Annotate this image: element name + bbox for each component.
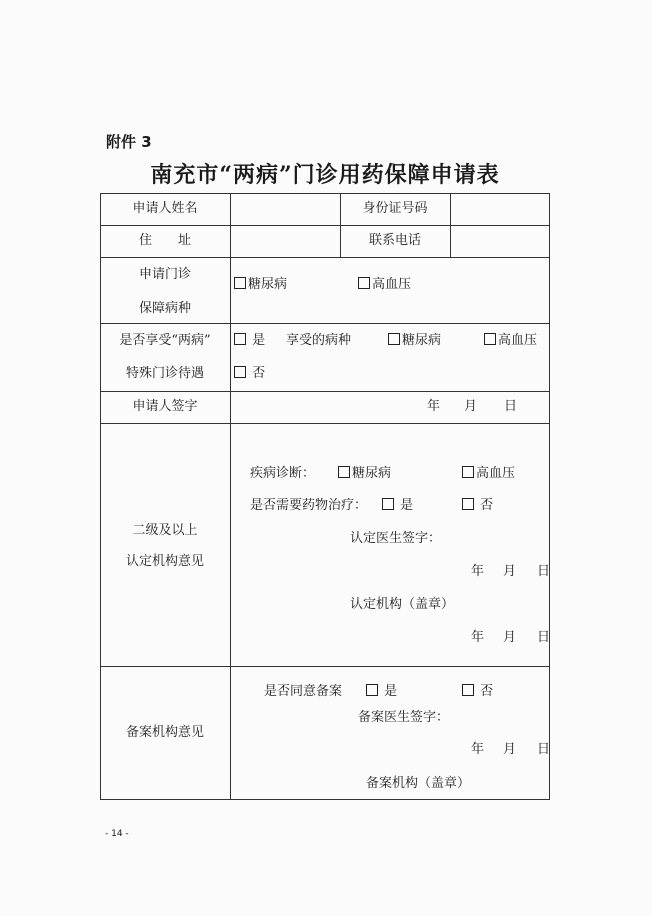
option-label: 是 bbox=[252, 333, 266, 348]
apply-disease-label: 保障病种 bbox=[138, 301, 191, 316]
address-label: 住 址 bbox=[138, 233, 191, 248]
option-label: 糖尿病 bbox=[248, 277, 288, 292]
signature-label: 申请人签字 bbox=[132, 399, 198, 414]
agree-yes-option bbox=[366, 684, 397, 700]
option-label: 否 bbox=[480, 684, 494, 699]
diagnosis-hypertension-option bbox=[462, 466, 515, 482]
diagnosis-diabetes-option bbox=[338, 466, 391, 482]
date-year: 年 bbox=[471, 630, 485, 645]
need-drug-label: 是否需要药物治疗： bbox=[250, 498, 368, 513]
application-form-table bbox=[100, 193, 550, 800]
checkbox-icon[interactable] bbox=[462, 684, 474, 696]
date-day: 日 bbox=[504, 399, 518, 414]
special-treatment-label: 是否享受“两病” bbox=[119, 333, 211, 348]
special-yes-option bbox=[234, 333, 265, 349]
org-stamp-label: 认定机构（盖章） bbox=[350, 597, 455, 612]
phone-label: 联系电话 bbox=[368, 233, 421, 248]
special-no-option bbox=[234, 366, 265, 382]
option-label: 糖尿病 bbox=[352, 466, 392, 481]
option-label: 是 bbox=[400, 498, 414, 513]
apply-disease-label: 申请门诊 bbox=[138, 267, 191, 282]
option-label: 高血压 bbox=[372, 277, 412, 292]
checkbox-icon[interactable] bbox=[234, 366, 246, 378]
special-treatment-label: 特殊门诊待遇 bbox=[125, 366, 204, 381]
date-month: 月 bbox=[464, 399, 478, 414]
page-number: - 14 - bbox=[105, 829, 129, 839]
table-border-top bbox=[100, 193, 550, 194]
option-label: 否 bbox=[480, 498, 494, 513]
table-border-bottom bbox=[100, 799, 550, 800]
apply-hypertension-option bbox=[358, 277, 411, 293]
row-divider bbox=[100, 391, 550, 392]
checkbox-icon[interactable] bbox=[234, 277, 246, 289]
date-year: 年 bbox=[471, 564, 485, 579]
need-drug-no-option bbox=[462, 498, 493, 514]
filing-doctor-sign-label: 备案医生签字： bbox=[358, 710, 450, 725]
column-divider bbox=[450, 193, 451, 257]
diagnosis-label: 疾病诊断： bbox=[250, 466, 316, 481]
need-drug-yes-option bbox=[382, 498, 413, 514]
date-month: 月 bbox=[503, 742, 517, 757]
checkbox-icon[interactable] bbox=[462, 466, 474, 478]
table-border-right bbox=[549, 193, 550, 800]
checkbox-icon[interactable] bbox=[358, 277, 370, 289]
doctor-sign-label: 认定医生签字： bbox=[350, 531, 442, 546]
checkbox-icon[interactable] bbox=[484, 333, 496, 345]
row-divider bbox=[100, 423, 550, 424]
option-label: 高血压 bbox=[498, 333, 538, 348]
institution-opinion-label: 认定机构意见 bbox=[125, 554, 204, 569]
table-border-left bbox=[100, 193, 101, 800]
enjoyed-disease-label: 享受的病种 bbox=[286, 333, 352, 348]
filing-org-stamp-label: 备案机构（盖章） bbox=[366, 776, 471, 791]
row-divider bbox=[100, 225, 550, 226]
row-divider bbox=[100, 666, 550, 667]
page-title: 南充市“两病”门诊用药保障申请表 bbox=[150, 162, 500, 188]
column-divider bbox=[230, 193, 231, 800]
institution-opinion-label: 二级及以上 bbox=[132, 523, 198, 538]
date-day: 日 bbox=[537, 742, 551, 757]
checkbox-icon[interactable] bbox=[338, 466, 350, 478]
date-month: 月 bbox=[503, 564, 517, 579]
special-hypertension-option bbox=[484, 333, 537, 349]
checkbox-icon[interactable] bbox=[462, 498, 474, 510]
option-label: 高血压 bbox=[476, 466, 516, 481]
special-diabetes-option bbox=[388, 333, 441, 349]
date-day: 日 bbox=[537, 564, 551, 579]
id-number-label: 身份证号码 bbox=[362, 201, 428, 216]
agree-filing-label: 是否同意备案 bbox=[264, 684, 343, 699]
checkbox-icon[interactable] bbox=[234, 333, 246, 345]
date-year: 年 bbox=[427, 399, 441, 414]
filing-opinion-label: 备案机构意见 bbox=[125, 725, 204, 740]
row-divider bbox=[100, 257, 550, 258]
applicant-name-label: 申请人姓名 bbox=[132, 201, 198, 216]
checkbox-icon[interactable] bbox=[388, 333, 400, 345]
row-divider bbox=[100, 323, 550, 324]
attachment-label: 附件 3 bbox=[106, 133, 152, 151]
date-day: 日 bbox=[537, 630, 551, 645]
checkbox-icon[interactable] bbox=[382, 498, 394, 510]
option-label: 糖尿病 bbox=[402, 333, 442, 348]
date-year: 年 bbox=[471, 742, 485, 757]
date-month: 月 bbox=[503, 630, 517, 645]
option-label: 否 bbox=[252, 366, 266, 381]
agree-no-option bbox=[462, 684, 493, 700]
checkbox-icon[interactable] bbox=[366, 684, 378, 696]
option-label: 是 bbox=[384, 684, 398, 699]
apply-diabetes-option bbox=[234, 277, 287, 293]
